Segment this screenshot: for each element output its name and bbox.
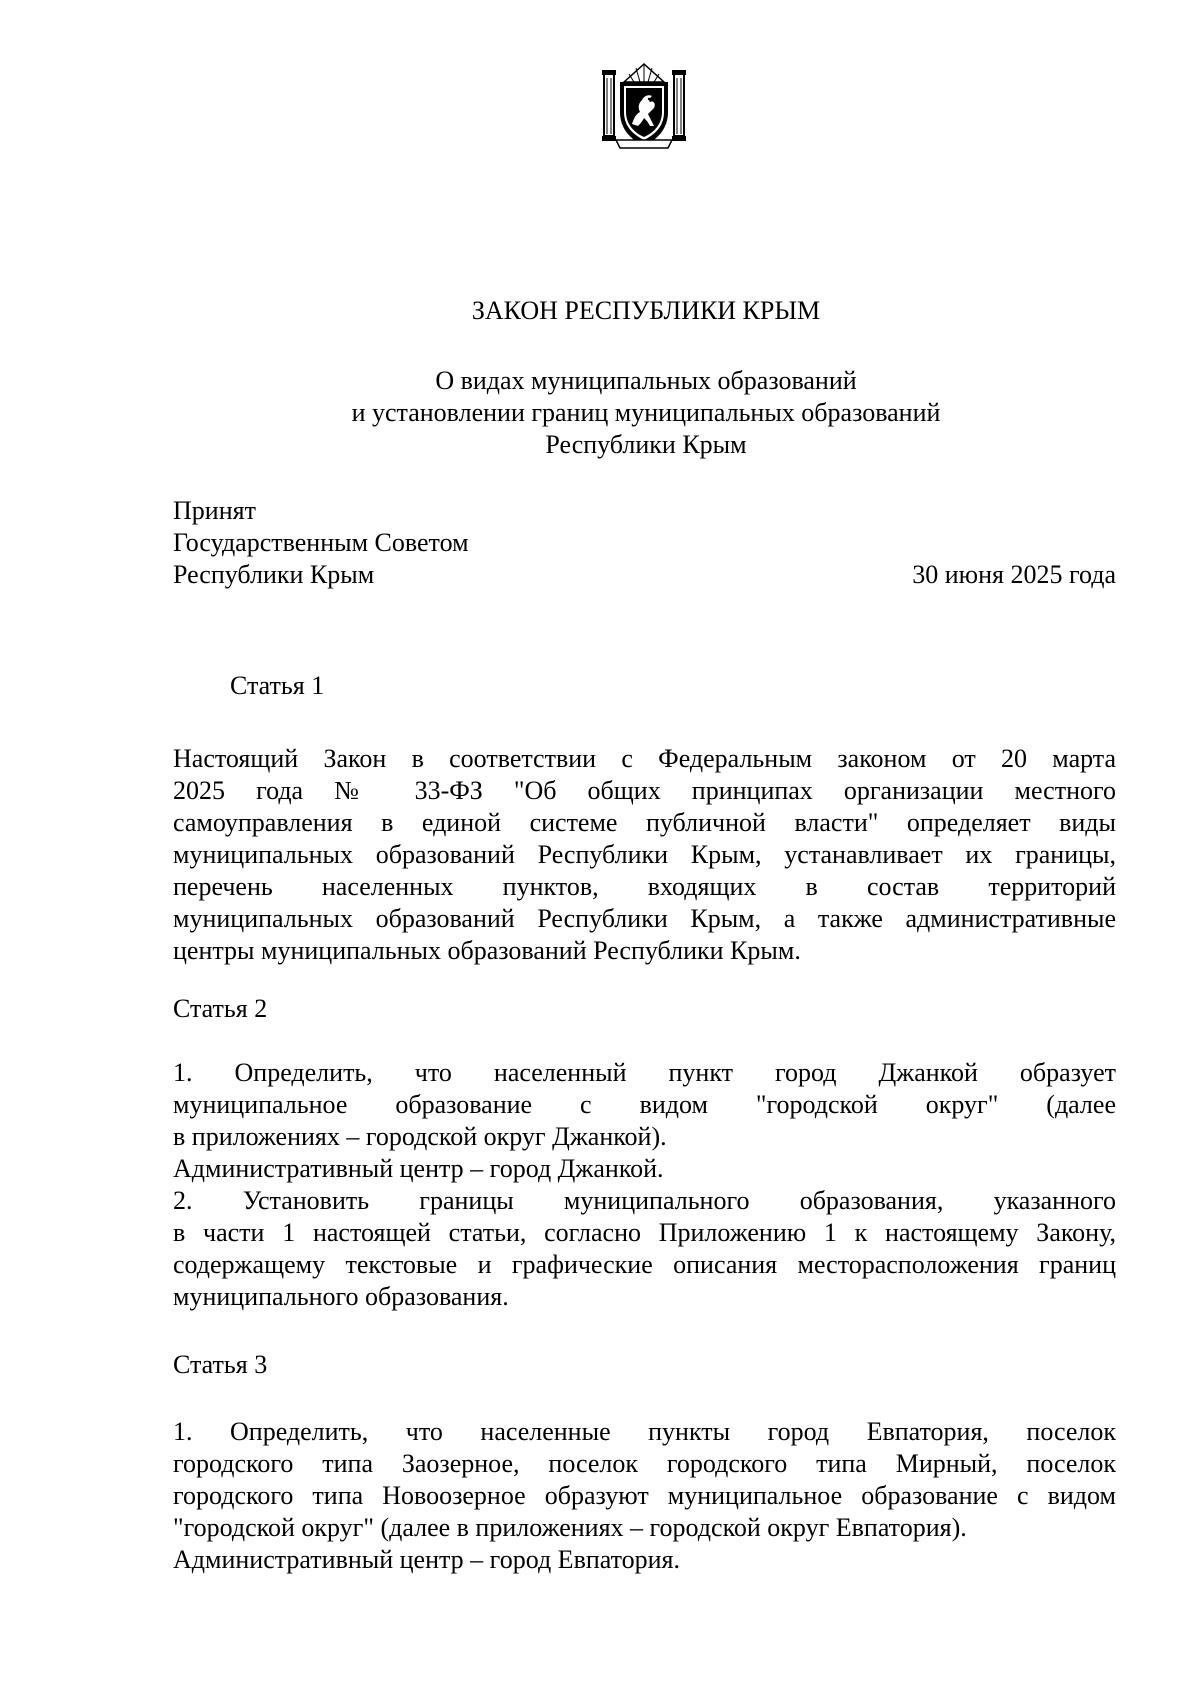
paragraph-line: 2. Установить границы муниципального образования, указанного: [173, 1186, 1116, 1215]
paragraph-line: центры муниципальных образований Республики Крым.: [173, 936, 801, 965]
paragraph-line: "городской округ" (далее в приложениях – городской округ Евпатория).: [173, 1513, 967, 1542]
paragraph-line: муниципальных образований Республики Крым, а также административные: [173, 904, 1116, 933]
accepted-line: Принят: [173, 496, 256, 525]
paragraph-line: содержащему текстовые и графические описания месторасположения границ: [173, 1250, 1116, 1279]
paragraph-line: в части 1 настоящей статьи, согласно Приложению 1 к настоящему Закону,: [173, 1218, 1116, 1247]
paragraph-line: самоуправления в единой системе публичной власти" определяет виды: [173, 808, 1116, 837]
paragraph-line: городского типа Заозерное, поселок городского типа Мирный, поселок: [173, 1449, 1116, 1478]
paragraph-line: 1. Определить, что населенные пункты город Евпатория, поселок: [173, 1417, 1116, 1446]
paragraph-line: 1. Определить, что населенный пункт город Джанкой образует: [173, 1058, 1116, 1087]
paragraph-line: Настоящий Закон в соответствии с Федеральным законом от 20 марта: [173, 744, 1116, 773]
paragraph-line: в приложениях – городской округ Джанкой).: [173, 1122, 667, 1151]
accepted-by: [173, 495, 469, 591]
article-2-text: [173, 1057, 1116, 1313]
paragraph-line: муниципального образования.: [173, 1282, 509, 1311]
adoption-date: 30 июня 2025 года: [912, 560, 1116, 589]
accepted-line: Республики Крым: [173, 560, 375, 589]
paragraph-line: муниципальное образование с видом "городской округ" (далее: [173, 1090, 1116, 1119]
subtitle-line: О видах муниципальных образований: [435, 366, 857, 395]
article-3-text: [173, 1416, 1116, 1576]
paragraph-line: Административный центр – город Джанкой.: [173, 1154, 664, 1183]
law-subtitle: [0, 365, 1200, 461]
subtitle-line: и установлении границ муниципальных образований: [351, 398, 941, 427]
article-1-heading: Статья 1: [230, 671, 325, 700]
article-2-heading: Статья 2: [173, 994, 268, 1023]
paragraph-line: перечень населенных пунктов, входящих в состав территорий: [173, 872, 1116, 901]
article-3-heading: Статья 3: [173, 1350, 268, 1379]
subtitle-line: Республики Крым: [545, 430, 747, 459]
crimea-coat-of-arms-icon: [602, 60, 686, 152]
article-1-text: [173, 743, 1116, 967]
paragraph-line: Административный центр – город Евпатория.: [173, 1545, 681, 1574]
paragraph-line: городского типа Новоозерное образуют муниципальное образование с видом: [173, 1481, 1116, 1510]
paragraph-line: 2025 года № 33-ФЗ "Об общих принципах организации местного: [173, 776, 1116, 805]
law-title: ЗАКОН РЕСПУБЛИКИ КРЫМ: [471, 296, 821, 325]
accepted-line: Государственным Советом: [173, 528, 469, 557]
paragraph-line: муниципальных образований Республики Крым, устанавливает их границы,: [173, 840, 1116, 869]
